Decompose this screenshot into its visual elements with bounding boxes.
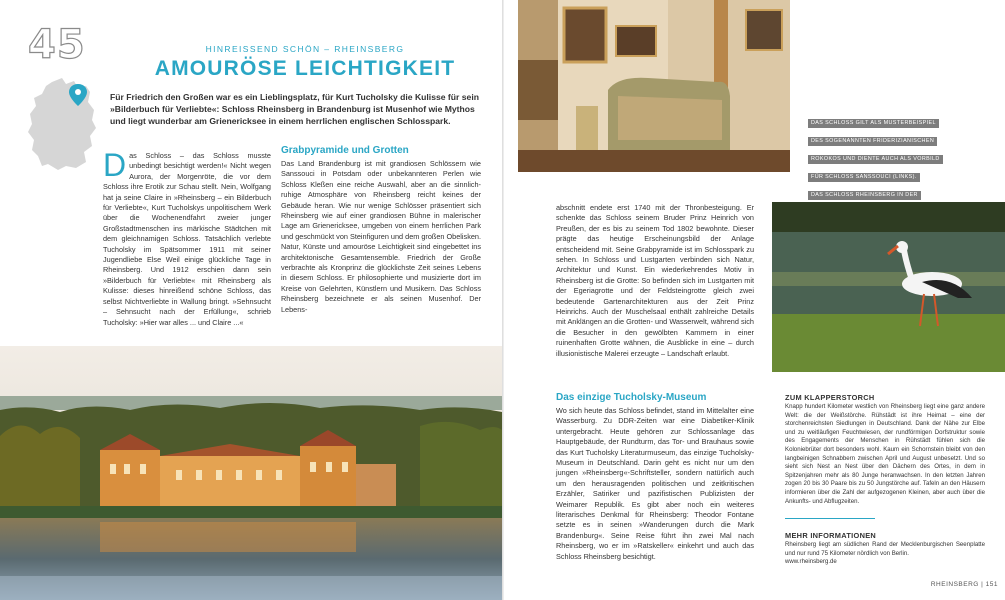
body-column-1-text: as Schloss – das Schloss musste unbedingt besichtigt werden!« Nicht wegen Aurora, der Morgenröte, die vor dem Schloss ihre Erotik zur Schau stellt. Nein, Wolfgang hat ja seine Claire in »Rheinsberg – ein Bilderbuch für Verliebte«, Kurt Tucholskys unpolitischem Werk über die Wochenendfahrt zweier junger Großstadtmenschen ins märkische Städtchen mit dem gleichnamigen Schloss. Tatsächlich verlebte Tucholsky im Spätsommer 1911 mit seiner Jugendliebe Else Weil einige glückliche Tage in Rheinsberg. Und 1912 erschien dann sein »Bilderbuch für Verliebte« mit Rheinsberg als Kulisse: dieses hinreißend schöne Schloss, das selbst Nichtverliebte in Wallung bringt. »Sehnsucht – Sehnsucht nach der Erfüllung«, schrieb Tucholsky: »Hier war alles ... und Claire ...« (103, 151, 271, 327)
subhead-tucholsky-museum: Das einzige Tucholsky-Museum (556, 392, 707, 403)
page-footer: RHEINSBERG | 151 (930, 581, 998, 588)
body-column-1 (103, 147, 271, 328)
caption-line: DES SOGENANNTEN FRIDERIZIANISCHEN (808, 137, 937, 146)
sidebar-heading-storch: ZUM KLAPPERSTORCH (785, 393, 875, 402)
page-number: 45 (28, 22, 86, 68)
caption-line: DAS SCHLOSS RHEINSBERG IN DER (808, 191, 921, 200)
germany-map-icon (22, 76, 106, 172)
body-column-2: Das Land Brandenburg ist mit grandiosen Schlössern wie Sanssouci in Potsdam oder unbekannteren Perlen wie Schloss Kleßen eine reiche Auswahl, aber an die sinnlich-ruhige Atmosphäre von Rheinsberg reicht keines der Gebäude heran. Wie nur wenige Schlösser präsentiert sich Rheinsberg wie auf einer grandiosen Bühne in malerischer Lage am Grienericksee, umgeben von einem herrlichen Park und geschmückt von Steinfiguren und dem großen Obelisken. Natur, Künste und amouröse Leichtigkeit sind eingebettet ins architektonische Gesamtensemble. Friedrich der Große verbrachte als Kronprinz die glücklichste Zeit seines Lebens in diesem Schloss. Er philosophierte und musizierte dort im Kreise von Gelehrten, Künstlern und Musikern. Das Schloss Rheinsberg bezeichnete er als seinen Musenhof. Der Lebens- (281, 159, 481, 314)
caption-line: DAS SCHLOSS GILT ALS MUSTERBEISPIEL (808, 119, 939, 128)
body-column-3: abschnitt endete erst 1740 mit der Thronbesteigung. Er schenkte das Schloss seinem Bruder Prinz Heinrich von Preußen, der es bis zu seinem Tod 1802 bewohnte. Dieser prägte das heutige Erscheinungsbild der Anlage entscheidend mit. Seine Grabpyramide ist im Schlosspark zu sehen. In Schloss und Lustgarten verbinden sich Natur, Architektur und Kunst. Ein wiederkehrendes Motiv in Rheinsberg ist die Grotte: So befinden sich im Lustgarten mit der Egeriagrotte und der Feldsteingrotte gleich zwei bedeutende Gartenarchitekturen aus der Zeit Prinz Heinrichs. Auch der Muschelsaal enthält zahlreiche Details mit Anklängen an die Grotten- und Wasserwelt, während sich die Besucher in den gewölbten Kammern in einer ruinenhaften Grotte wähnen, die Ausblicke in eine – durch illusionistische Malerei erzeugte – Landschaft erlaubt. (556, 203, 754, 358)
headline: AMOURÖSE LEICHTIGKEIT (154, 57, 456, 80)
palace-interior-photo (518, 0, 790, 172)
caption-line: FÜR SCHLOSS SANSSOUCI (LINKS). (808, 173, 920, 182)
stork-photo (772, 202, 1005, 372)
sidebar-text-info (785, 541, 985, 567)
sidebar-heading-info: MEHR INFORMATIONEN (785, 531, 877, 540)
lake-palace-photo (0, 346, 502, 600)
page-gutter (502, 0, 504, 600)
kicker: HINREISSEND SCHÖN – RHEINSBERG (205, 44, 405, 54)
drop-cap: D (103, 147, 127, 183)
body-column-4: Wo sich heute das Schloss befindet, stand im Mittelalter eine Wasserburg. Zu DDR-Zeiten war eine Diabetiker-Klinik untergebracht. Heute gehören zur Schlossanlage das Hauptgebäude, der Rundturm, das Tor- und Brauhaus sowie das Kurt Tucholsky Literaturmuseum, das einzige Tucholsky-Museum in Deutschland. Darin geht es nicht nur um den jungen »Rheinsberg«-Schriftsteller, sondern natürlich auch um den herausragenden politischen und zeitkritischen Erzähler, Satiriker und pazifistischen Publizisten der Weimarer Republik. Es gibt aber noch ein weiteres literarisches Denkmal für Rheinsberg: Theodor Fontane setzte es in seinen »Wanderungen durch die Mark Brandenburg«. Seine Reise führt ihn zwei Mal nach Rheinsberg, wo er im »Ratskeller« einkehrt und auch das Schloss Rheinsberg besichtigt. (556, 406, 754, 561)
caption-line: ROKOKOS UND DIENTE AUCH ALS VORBILD (808, 155, 943, 164)
info-text: Rheinsberg liegt am südlichen Rand der Mecklenburgischen Seenplatte und nur rund 75 Kilometer nördlich von Berlin. (785, 541, 985, 557)
lead-paragraph: Für Friedrich den Großen war es ein Lieblingsplatz, für Kurt Tucholsky die Kulisse für sein »Bilderbuch für Verliebte«: Schloss Rheinsberg in Brandenburg ist Musenhof wie Mythos und liegt wunderbar am Grienericksee in einem herrlichen englischen Schlosspark. (110, 92, 479, 127)
sidebar-text-storch: Knapp hundert Kilometer westlich von Rheinsberg liegt eine ganz andere Welt: die der Weißstörche. Rühstädt ist ihre Heimat – eine der storchenreichsten Siedlungen in Deutschland. Dank der Nähe zur Elbe und zu weitläufigen Feuchtwiesen, der rundförmigen Dorfstruktur sowie des Engagements der Menschen in Rühstädt fühlen sich die Koloniebrüter dort besonders wohl. Kaum ein Schornstein bleibt von den langbeinigen Schnabbern zwischen April und August unbesetzt. Und so sieht sich Nest an Nest über den Dächern des Ortes, in dem in Spitzenjahren mehr als 80 Junge heranwachsen. In den letzten Jahren zogen 20 bis 30 Paare bis zu 50 Jungstörche auf. Tafeln an den Häusern informieren über die Zahl der aufgezogenen Kleinen, aber auch über die Ankunfts- und Abflugzeiten. (785, 403, 985, 505)
sidebar-divider (785, 518, 875, 519)
info-url-link[interactable]: www.rheinsberg.de (785, 558, 837, 566)
subhead-grabpyramide: Grabpyramide und Grotten (281, 145, 409, 156)
